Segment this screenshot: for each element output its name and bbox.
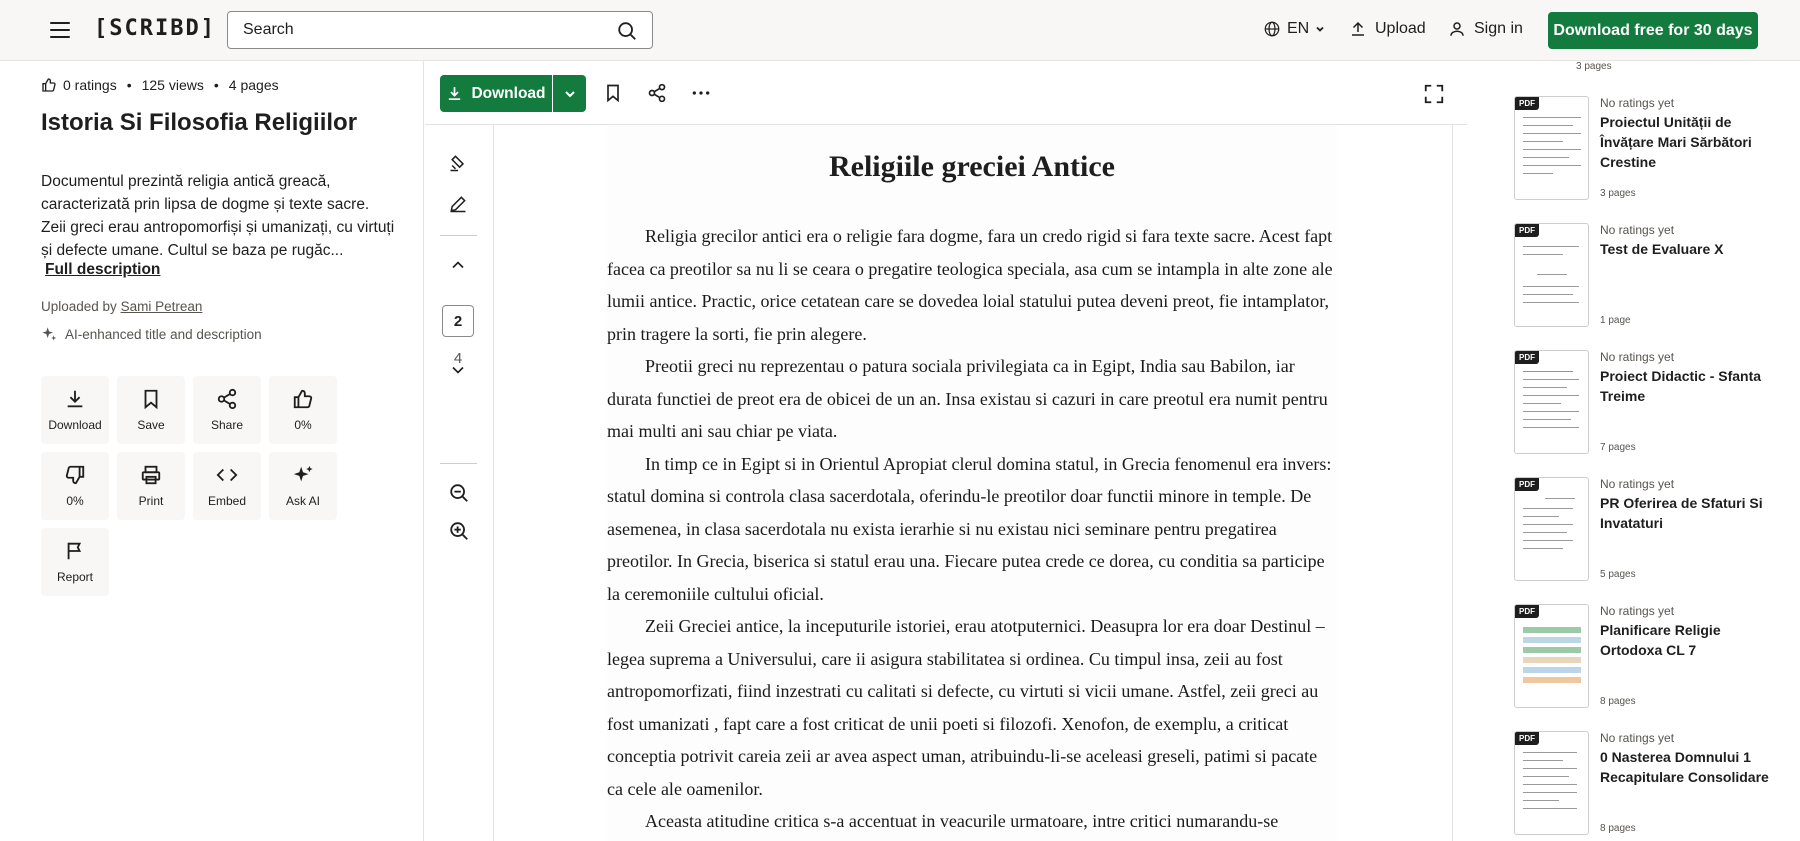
search-icon[interactable] [616, 20, 638, 42]
tool-divider [440, 235, 477, 236]
save-action-button[interactable] [117, 376, 185, 444]
page-count: 8 pages [1600, 823, 1636, 834]
meta-separator: • [126, 77, 132, 93]
viewer-download-button[interactable] [440, 75, 552, 112]
document-thumbnail [1514, 223, 1589, 327]
rating-status: No ratings yet [1600, 96, 1675, 110]
upload-button[interactable] [1349, 20, 1426, 38]
document-viewer [425, 61, 1467, 841]
page-count: 8 pages [1600, 696, 1636, 707]
document-thumbnail [1514, 731, 1589, 835]
page-heading: Religiile greciei Antice [828, 150, 1115, 183]
related-document[interactable] [1491, 96, 1791, 206]
download-free-button[interactable]: Download free for 30 days [1548, 12, 1758, 49]
thumbs-down-icon [64, 464, 86, 486]
scribd-logo[interactable]: [SCRIBD] [94, 16, 216, 41]
pencil-icon[interactable] [448, 194, 468, 214]
print-icon [140, 464, 162, 486]
tool-divider [440, 463, 477, 464]
share-icon[interactable] [647, 83, 667, 103]
sparkle-icon [41, 326, 57, 342]
page-count: 1 page [1600, 315, 1631, 326]
related-document-title[interactable]: Proiect Didactic - Sfanta Treime [1600, 368, 1762, 404]
report-action-button[interactable] [41, 528, 109, 596]
related-document[interactable] [1491, 604, 1791, 714]
page-paragraph: In timp ce in Egipt si in Orientul Apropiat clerul domina statul, in Grecia fenomenul era invers: statul domina si controla clasa sacerdotala, oferindu-le preotilor doar functii minore in temple. De asemenea, in clasa sacerdotala nu exista ierarhie si nu existau nici seminare pentru pregatirea preotilor. In Grecia, biserica si statul erau una. Fiecare putea crede ce dorea, cu conditia sa participe la ceremoniile cultului oficial. [607, 453, 1332, 604]
action-label: Report [56, 570, 94, 584]
related-document[interactable] [1491, 477, 1791, 587]
language-selector[interactable] [1263, 20, 1325, 38]
thumbs-up-icon [292, 388, 314, 410]
related-document-title[interactable]: 0 Nasterea Domnului 1 Recapitulare Consolidare [1600, 749, 1769, 785]
related-documents-rail [1467, 61, 1800, 841]
ask-ai-action-button[interactable] [269, 452, 337, 520]
download-icon [64, 388, 86, 410]
flag-icon [64, 540, 86, 562]
download-icon [446, 85, 463, 102]
download-options-button[interactable] [553, 75, 586, 112]
related-document-title[interactable]: Proiectul Unității de Învățare Mari Sărbători Crestine [1600, 114, 1752, 170]
pdf-badge: PDF [1515, 97, 1539, 110]
related-document[interactable] [1491, 731, 1791, 841]
views-count: 125 views [141, 77, 204, 93]
page-paragraph: Zeii Greciei antice, la inceputurile istoriei, erau atotputernici. Deasupra lor era doar Destinul – legea suprema a Universului, care ii asigura stabilitatea si ordinea. Cu timpul insa, zeii au fost antropomorfizati, fiind inzestrati cu calitati si defecte, cu virtuti si vicii umane. Astfel, zeii greci au fost umanizati , fapt care a fost criticat de unii poeti si filozofi. Xenofon, de exemplu, a criticat conceptia potrivit careia zeii ar avea aspect uman, atribuindu-li-se aceleasi greseli, patimi si pacate ca cele ale oamenilor. [607, 616, 1325, 799]
download-action-button[interactable] [41, 376, 109, 444]
fullscreen-icon[interactable] [1423, 83, 1445, 105]
ratings-count: 0 ratings [63, 77, 117, 93]
action-label: Print [138, 494, 164, 508]
current-page-input[interactable]: 2 [442, 305, 474, 337]
viewer-download-label: Download [471, 84, 546, 102]
pdf-badge: PDF [1515, 351, 1539, 364]
search-input[interactable] [228, 21, 608, 39]
thumbs-up-icon [41, 77, 57, 93]
page-paragraph: Aceasta atitudine critica s-a accentuat in veacurile urmatoare, intre critici numarandu-se [645, 811, 1279, 831]
sparkle-icon [292, 464, 314, 486]
action-label: Download [48, 418, 102, 432]
upload-label: Upload [1375, 20, 1426, 37]
document-thumbnail [1514, 96, 1589, 200]
chevron-down-icon [563, 87, 577, 101]
document-info-panel [0, 61, 424, 841]
embed-icon [216, 464, 238, 486]
page-count: 3 pages [1576, 61, 1612, 72]
document-title: Istoria Si Filosofia Religiilor [41, 109, 358, 136]
document-canvas[interactable] [495, 125, 1453, 841]
print-action-button[interactable] [117, 452, 185, 520]
search-box[interactable] [227, 11, 653, 49]
downvote-action-button[interactable] [41, 452, 109, 520]
action-label: Embed [207, 494, 247, 508]
document-meta [41, 77, 279, 93]
top-header [0, 0, 1800, 61]
viewer-side-tools [425, 125, 494, 841]
sign-in-label: Sign in [1474, 20, 1523, 37]
meta-separator: • [213, 77, 219, 93]
page-count: 7 pages [1600, 442, 1636, 453]
share-action-button[interactable] [193, 376, 261, 444]
chevron-down-icon[interactable] [448, 360, 468, 380]
pdf-badge: PDF [1515, 224, 1539, 237]
rating-status: No ratings yet [1600, 223, 1675, 237]
ai-note-label: AI-enhanced title and description [65, 326, 262, 342]
user-icon [1448, 20, 1466, 38]
page-count: 3 pages [1600, 188, 1636, 199]
upvote-action-button[interactable] [269, 376, 337, 444]
document-thumbnail [1514, 604, 1589, 708]
full-description-link[interactable]: Full description [45, 261, 161, 278]
uploaded-by [41, 299, 202, 314]
action-grid [41, 376, 361, 596]
rating-status: No ratings yet [1600, 604, 1675, 618]
document-description: Documentul prezintă religia antică greacă, caracterizată prin lipsa de dogme și texte sacre. Zeii greci erau antropomorfiși și umanizați, cu virtuți și defecte umane. Cultul se baza pe rugăc... [41, 173, 395, 259]
document-thumbnail [1514, 350, 1589, 454]
total-pages: 4 [453, 350, 463, 367]
bookmark-icon [140, 388, 162, 410]
page-paragraph: Religia grecilor antici era o religie fara dogme, fara un credo rigid si fara texte sacre. Acest fapt facea ca preotilor sa nu li se ceara o pregatire teologica speciala, asa cum se intampla in alte zone ale lumii antice. Practic, orice cetatean care se dovedea loial statului putea deveni preot, fie intamplator, prin tragere la sorti, fie prin alegere. [607, 226, 1333, 344]
viewer-toolbar [425, 61, 1467, 125]
sign-in-button[interactable] [1448, 20, 1523, 38]
action-label: Ask AI [285, 494, 320, 508]
action-label: Save [137, 418, 165, 432]
related-document[interactable] [1491, 223, 1791, 333]
pdf-badge: PDF [1515, 478, 1539, 491]
uploader-link[interactable]: Sami Petrean [120, 299, 203, 314]
page-count: 5 pages [1600, 569, 1636, 580]
rating-status: No ratings yet [1600, 350, 1675, 364]
ai-enhanced-note [41, 326, 262, 342]
chevron-up-icon[interactable] [448, 255, 468, 275]
pdf-badge: PDF [1515, 732, 1539, 745]
action-label: 0% [66, 494, 84, 508]
pdf-badge: PDF [1515, 605, 1539, 618]
pages-count: 4 pages [228, 77, 279, 93]
related-document-title[interactable]: PR Oferirea de Sfaturi Si Invataturi [1600, 495, 1763, 531]
embed-action-button[interactable] [193, 452, 261, 520]
action-label: Share [210, 418, 244, 432]
globe-icon [1263, 20, 1281, 38]
highlighter-icon[interactable] [448, 153, 468, 173]
action-label: 0% [294, 418, 312, 432]
language-label: EN [1287, 20, 1310, 37]
bookmark-icon[interactable] [603, 83, 623, 103]
zoom-out-icon[interactable] [448, 482, 470, 504]
menu-icon[interactable] [50, 22, 70, 38]
uploaded-by-label: Uploaded by [41, 299, 117, 314]
share-icon [216, 388, 238, 410]
related-document-title[interactable]: Test de Evaluare X [1600, 241, 1724, 257]
zoom-in-icon[interactable] [448, 520, 470, 542]
page-paragraph: Preotii greci nu reprezentau o patura sociala privilegiata ca in Egipt, India sau Babilon, iar durata functiei de preot era de obicei de un an. Insa existau si cazuri in care preotul era numit pentru mai multi ani sau chiar pe viata. [607, 356, 1328, 441]
rating-status: No ratings yet [1600, 731, 1675, 745]
chevron-down-icon [1315, 24, 1325, 34]
related-document[interactable] [1491, 350, 1791, 460]
upload-icon [1349, 20, 1367, 38]
document-page [607, 125, 1337, 841]
rating-status: No ratings yet [1600, 477, 1675, 491]
document-thumbnail [1514, 477, 1589, 581]
related-document-title[interactable]: Planificare Religie Ortodoxa CL 7 [1600, 622, 1721, 658]
more-options-icon[interactable] [690, 83, 712, 103]
